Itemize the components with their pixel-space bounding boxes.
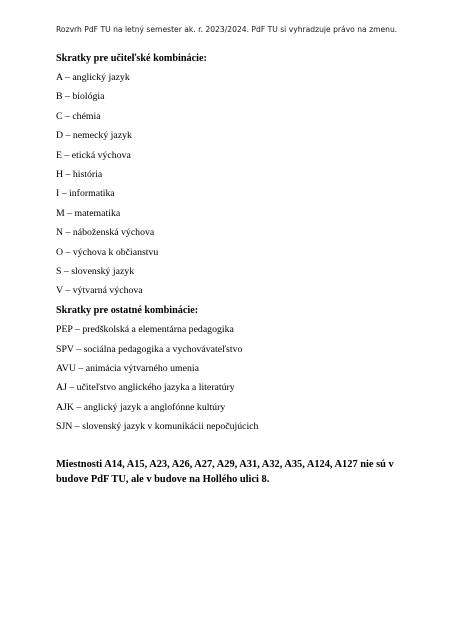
teacher-combination-item: B – biológia <box>56 91 105 102</box>
teacher-combination-item: N – náboženská výchova <box>56 227 155 238</box>
teacher-combination-item: S – slovenský jazyk <box>56 266 135 277</box>
other-combination-item: AJK – anglický jazyk a anglofónne kultúry <box>56 402 226 413</box>
teacher-combination-item: C – chémia <box>56 111 101 122</box>
teacher-combination-item: E – etická výchova <box>56 150 131 161</box>
schedule-note: Rozvrh PdF TU na letný semester ak. r. 2023/2024. PdF TU si vyhradzuje právo na zmenu. <box>56 25 398 34</box>
teacher-combination-item: M – matematika <box>56 208 121 219</box>
other-combination-item: SJN – slovenský jazyk v komunikácii nepočujúcich <box>56 421 259 432</box>
other-combination-item: PEP – predškolská a elementárna pedagogika <box>56 324 234 335</box>
other-combinations-title: Skratky pre ostatné kombinácie: <box>56 305 199 316</box>
teacher-combination-item: I – informatika <box>56 188 115 199</box>
teacher-combination-item: V – výtvarná výchova <box>56 285 143 296</box>
other-combination-item: AVU – animácia výtvarného umenia <box>56 363 199 374</box>
teacher-combination-item: A – anglický jazyk <box>56 72 130 83</box>
teacher-combinations-title: Skratky pre učiteľské kombinácie: <box>56 53 207 64</box>
teacher-combination-item: H – história <box>56 169 103 180</box>
teacher-combination-item: O – výchova k občianstvu <box>56 247 159 258</box>
other-combination-item: AJ – učiteľstvo anglického jazyka a literatúry <box>56 382 235 393</box>
teacher-combination-item: D – nemecký jazyk <box>56 130 132 141</box>
rooms-location-note: Miestnosti A14, A15, A23, A26, A27, A29, A31, A32, A35, A124, A127 nie sú v budove PdF TU, ale v budove na Hollého ulici 8. <box>56 459 394 485</box>
other-combination-item: SPV – sociálna pedagogika a vychovávateľstvo <box>56 344 243 355</box>
